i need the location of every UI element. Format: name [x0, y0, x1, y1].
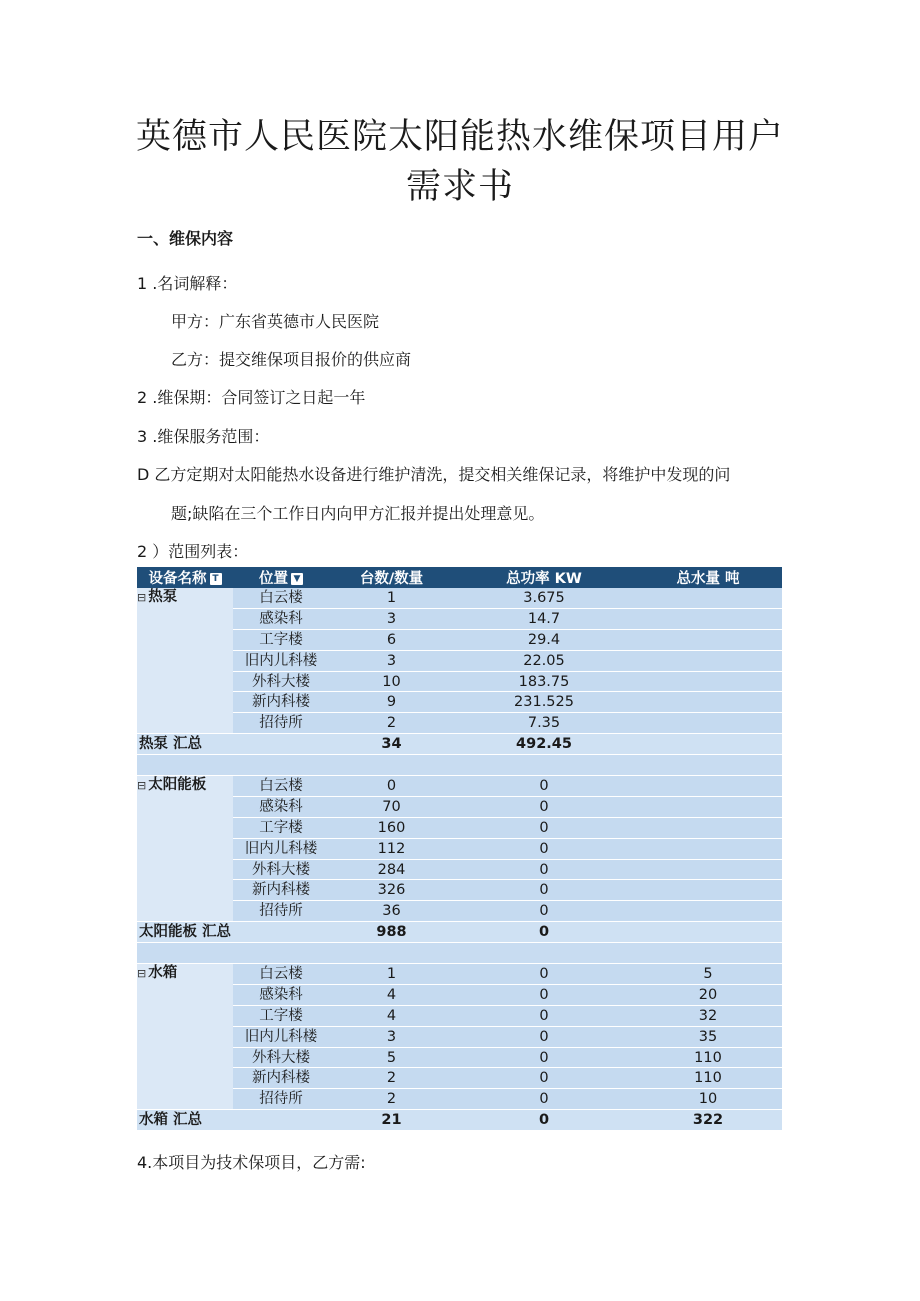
location-cell: 工字楼 — [233, 817, 329, 838]
location-cell: 白云楼 — [233, 588, 329, 608]
subtotal-label: 太阳能板 汇总 — [137, 922, 329, 943]
subtotal-water — [634, 734, 782, 755]
table-row — [137, 1068, 782, 1089]
quantity-cell: 36 — [329, 901, 454, 922]
quantity-cell: 4 — [329, 1005, 454, 1026]
collapse-toggle-icon[interactable]: ⊟ — [137, 591, 147, 604]
item-4: 4.本项目为技术保项目，乙方需: — [137, 1153, 366, 1172]
dropdown-icon[interactable]: ▼ — [291, 573, 303, 585]
group-cell — [137, 964, 233, 1110]
location-cell: 招待所 — [233, 901, 329, 922]
power-cell: 0 — [454, 1005, 634, 1026]
subtotal-water — [634, 922, 782, 943]
location-cell: 新内科楼 — [233, 880, 329, 901]
header-power: 总功率 KW — [454, 567, 634, 588]
table-row — [137, 1047, 782, 1068]
location-cell: 白云楼 — [233, 964, 329, 985]
subtotal-power: 0 — [454, 922, 634, 943]
table-row — [137, 880, 782, 901]
water-cell — [634, 817, 782, 838]
power-cell: 0 — [454, 880, 634, 901]
power-cell: 29.4 — [454, 629, 634, 650]
water-cell: 32 — [634, 1005, 782, 1026]
quantity-cell: 284 — [329, 859, 454, 880]
table-row — [137, 796, 782, 817]
location-cell: 新内科楼 — [233, 1068, 329, 1089]
table-row — [137, 838, 782, 859]
water-cell: 110 — [634, 1047, 782, 1068]
table-row — [137, 608, 782, 629]
quantity-cell: 160 — [329, 817, 454, 838]
document-title — [120, 112, 800, 212]
table-row — [137, 650, 782, 671]
quantity-cell: 0 — [329, 776, 454, 797]
party-b: 乙方：提交维保项目报价的供应商 — [171, 350, 412, 369]
pivot-header-row — [137, 567, 782, 588]
filter-icon[interactable]: T — [210, 573, 222, 585]
quantity-cell: 1 — [329, 964, 454, 985]
location-cell: 感染科 — [233, 984, 329, 1005]
table-row — [137, 588, 782, 608]
table-row — [137, 692, 782, 713]
item-3: 3 .维保服务范围： — [137, 427, 270, 446]
water-cell — [634, 713, 782, 734]
power-cell: 7.35 — [454, 713, 634, 734]
location-cell: 工字楼 — [233, 1005, 329, 1026]
water-cell — [634, 901, 782, 922]
header-water: 总水量 吨 — [634, 567, 782, 588]
water-cell — [634, 671, 782, 692]
table-row — [137, 629, 782, 650]
spacer-row — [137, 943, 782, 964]
table-row — [137, 984, 782, 1005]
subtotal-row — [137, 734, 782, 755]
water-cell: 110 — [634, 1068, 782, 1089]
power-cell: 0 — [454, 1089, 634, 1110]
location-cell: 白云楼 — [233, 776, 329, 797]
location-cell: 外科大楼 — [233, 859, 329, 880]
power-cell: 0 — [454, 838, 634, 859]
quantity-cell: 1 — [329, 588, 454, 608]
quantity-cell: 9 — [329, 692, 454, 713]
quantity-cell: 3 — [329, 608, 454, 629]
spacer-row — [137, 755, 782, 776]
power-cell: 0 — [454, 859, 634, 880]
quantity-cell: 2 — [329, 1068, 454, 1089]
quantity-cell: 70 — [329, 796, 454, 817]
quantity-cell: 112 — [329, 838, 454, 859]
table-row — [137, 1005, 782, 1026]
power-cell: 231.525 — [454, 692, 634, 713]
quantity-cell: 2 — [329, 713, 454, 734]
power-cell: 22.05 — [454, 650, 634, 671]
item-1: 1 .名词解释： — [137, 274, 238, 293]
location-cell: 旧内儿科楼 — [233, 838, 329, 859]
location-cell: 工字楼 — [233, 629, 329, 650]
subtotal-row — [137, 922, 782, 943]
title-line-2: 需求书 — [405, 167, 514, 207]
table-row — [137, 1089, 782, 1110]
water-cell: 5 — [634, 964, 782, 985]
water-cell — [634, 588, 782, 608]
location-cell: 感染科 — [233, 608, 329, 629]
power-cell: 3.675 — [454, 588, 634, 608]
table-row — [137, 964, 782, 985]
location-cell: 外科大楼 — [233, 671, 329, 692]
scope-item-1-line-1: D 乙方定期对太阳能热水设备进行维护清洗，提交相关维保记录，将维护中发现的问 — [137, 465, 731, 484]
power-cell: 0 — [454, 817, 634, 838]
table-row — [137, 671, 782, 692]
power-cell: 183.75 — [454, 671, 634, 692]
quantity-cell: 326 — [329, 880, 454, 901]
subtotal-power: 492.45 — [454, 734, 634, 755]
water-cell — [634, 880, 782, 901]
quantity-cell: 3 — [329, 1026, 454, 1047]
water-cell: 35 — [634, 1026, 782, 1047]
water-cell — [634, 776, 782, 797]
power-cell: 0 — [454, 1026, 634, 1047]
spacer-cell — [137, 943, 782, 964]
quantity-cell: 5 — [329, 1047, 454, 1068]
quantity-cell: 4 — [329, 984, 454, 1005]
spacer-cell — [137, 755, 782, 776]
location-cell: 新内科楼 — [233, 692, 329, 713]
power-cell: 0 — [454, 776, 634, 797]
subtotal-label: 热泵 汇总 — [137, 734, 329, 755]
table-row — [137, 817, 782, 838]
quantity-cell: 10 — [329, 671, 454, 692]
location-cell: 招待所 — [233, 1089, 329, 1110]
subtotal-quantity: 988 — [329, 922, 454, 943]
water-cell — [634, 608, 782, 629]
table-row — [137, 1026, 782, 1047]
collapse-toggle-icon[interactable]: ⊟ — [137, 967, 147, 981]
water-cell: 20 — [634, 984, 782, 1005]
water-cell — [634, 796, 782, 817]
location-cell: 感染科 — [233, 796, 329, 817]
group-name: 水箱 — [148, 965, 178, 982]
power-cell: 0 — [454, 964, 634, 985]
water-cell — [634, 838, 782, 859]
header-location[interactable]: 位置 ▼ — [233, 567, 329, 588]
water-cell — [634, 859, 782, 880]
subtotal-quantity: 34 — [329, 734, 454, 755]
location-cell: 招待所 — [233, 713, 329, 734]
scope-item-1-line-2: 题;缺陷在三个工作日内向甲方汇报并提出处理意见。 — [171, 504, 545, 523]
title-line-1: 英德市人民医院太阳能热水维保项目用户 — [135, 117, 784, 157]
subtotal-quantity: 21 — [329, 1110, 454, 1131]
group-cell — [137, 776, 233, 922]
scope-item-2: 2 ）范围列表： — [137, 542, 249, 561]
power-cell: 0 — [454, 1047, 634, 1068]
group-name: 热泵 — [148, 589, 178, 605]
pivot-table — [137, 567, 782, 1131]
subtotal-row — [137, 1110, 782, 1131]
subtotal-water: 322 — [634, 1110, 782, 1131]
header-device-name[interactable]: 设备名称 T — [137, 567, 233, 588]
group-name: 太阳能板 — [148, 777, 207, 794]
subtotal-power: 0 — [454, 1110, 634, 1131]
quantity-cell: 2 — [329, 1089, 454, 1110]
power-cell: 0 — [454, 1068, 634, 1089]
table-row — [137, 776, 782, 797]
water-cell — [634, 629, 782, 650]
location-cell: 外科大楼 — [233, 1047, 329, 1068]
water-cell — [634, 692, 782, 713]
collapse-toggle-icon[interactable]: ⊟ — [137, 779, 147, 793]
pivot-body — [137, 588, 782, 1131]
power-cell: 14.7 — [454, 608, 634, 629]
subtotal-label: 水箱 汇总 — [137, 1110, 329, 1131]
water-cell: 10 — [634, 1089, 782, 1110]
item-2: 2 .维保期：合同签订之日起一年 — [137, 388, 366, 407]
power-cell: 0 — [454, 901, 634, 922]
power-cell: 0 — [454, 984, 634, 1005]
table-row — [137, 901, 782, 922]
quantity-cell: 6 — [329, 629, 454, 650]
table-row — [137, 713, 782, 734]
party-a: 甲方：广东省英德市人民医院 — [171, 312, 380, 331]
power-cell: 0 — [454, 796, 634, 817]
table-row — [137, 859, 782, 880]
section-heading: 一、维保内容 — [137, 229, 234, 248]
location-cell: 旧内儿科楼 — [233, 1026, 329, 1047]
quantity-cell: 3 — [329, 650, 454, 671]
water-cell — [634, 650, 782, 671]
header-quantity: 台数/数量 — [329, 567, 454, 588]
location-cell: 旧内儿科楼 — [233, 650, 329, 671]
group-cell — [137, 588, 233, 734]
